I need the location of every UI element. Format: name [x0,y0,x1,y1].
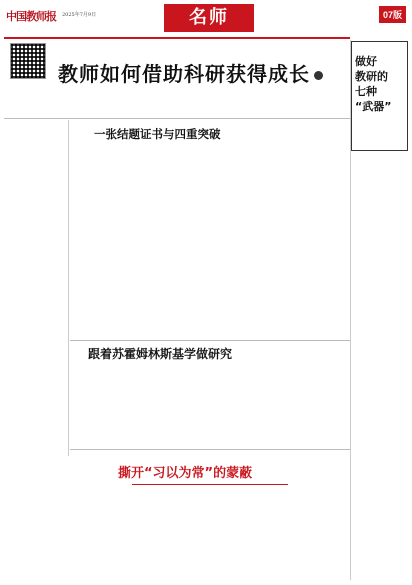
left-column [6,122,66,456]
article-1-col-4 [282,148,348,338]
newspaper-logo: 中国教师报 [6,10,56,23]
article-3-rule [132,484,288,485]
lead-headline-text: 教师如何借助科研获得成长 [58,62,310,86]
sidebar-title-line: 教研的 [355,70,388,83]
divider [68,120,69,456]
article-1-title: 一张结题证书与四重突破 [94,127,221,141]
sidebar-body [353,40,408,580]
section-name: 名师 [189,7,229,28]
issue-date: 2025年7月9日 [62,12,97,18]
article-3-title: 撕开“习以为常”的蒙蔽 [118,466,253,481]
qr-code-icon [10,43,46,79]
article-3-col-3 [212,496,278,580]
section-band [164,4,254,32]
divider [4,118,350,119]
lead-dek [64,86,350,102]
sidebar-title-line: 做好 [355,55,377,68]
article-2-col-2 [142,368,208,448]
masthead [4,4,408,36]
article-3-col-1 [72,496,138,580]
article-1-col-3 [212,148,278,338]
article-3-col-2 [142,496,208,580]
article-1-col-1 [72,148,138,338]
divider [70,449,350,450]
article-2-col-3 [212,368,278,448]
sidebar-title-line: “武器” [355,100,392,113]
numbered-badge-icon [314,71,323,80]
left-column-lower [6,460,66,580]
divider [70,340,350,341]
article-2-title: 跟着苏霍姆林斯基学做研究 [88,347,233,361]
page-number: 07版 [379,6,406,23]
article-1-col-2 [142,148,208,338]
lead-headline [58,58,323,87]
article-2-col-4 [282,368,348,448]
sidebar-title-line: 七种 [355,85,377,98]
masthead-rule [4,37,350,39]
article-2-col-1 [72,368,138,448]
article-3-col-4 [282,496,348,580]
